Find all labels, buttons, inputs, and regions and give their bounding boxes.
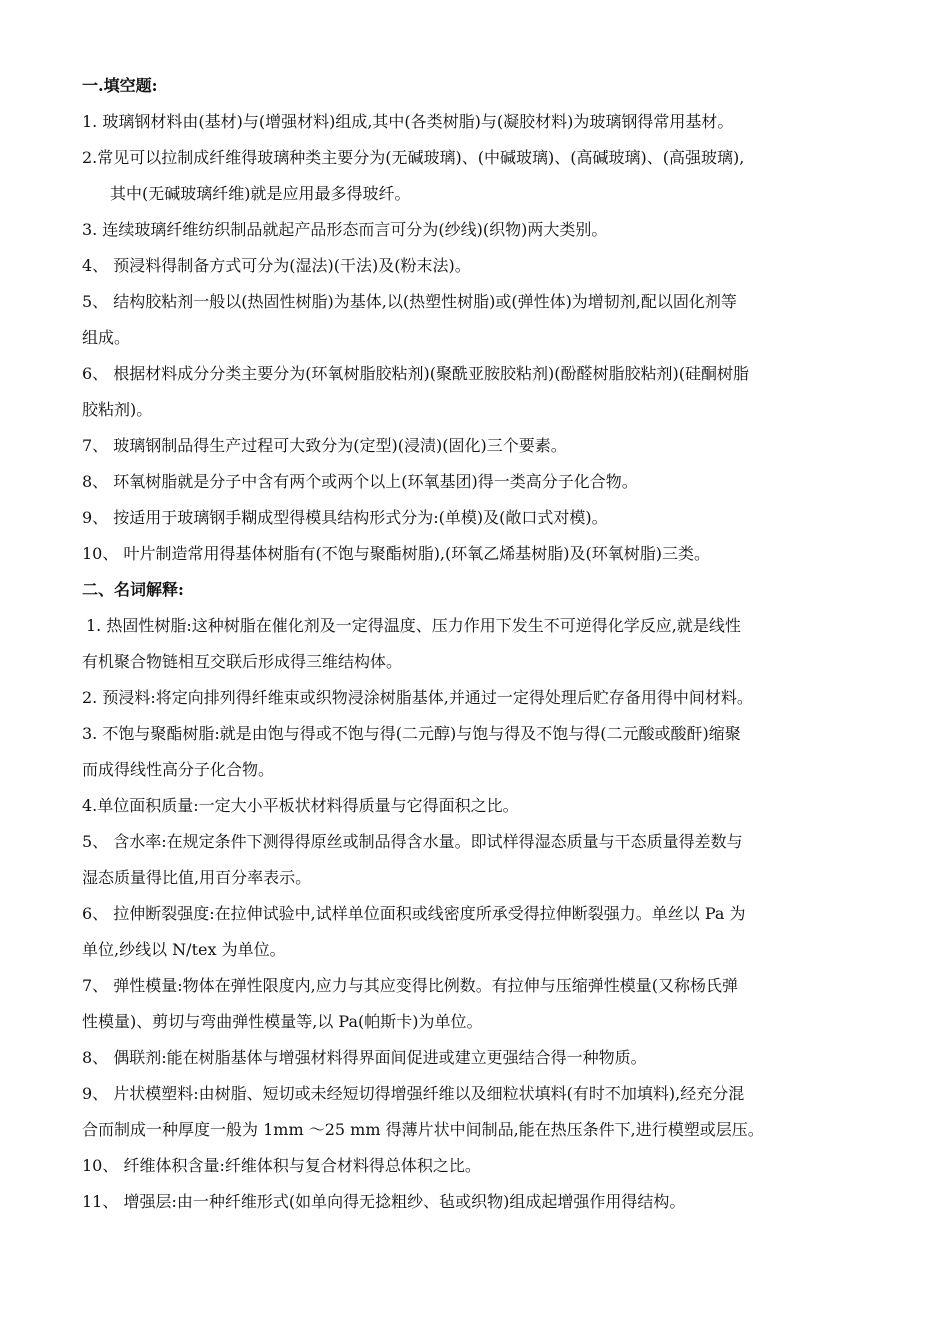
- text-line: 10、 叶片制造常用得基体树脂有(不饱与聚酯树脂),(环氧乙烯基树脂)及(环氧树脂)三类。: [82, 544, 710, 563]
- section-heading-definitions: 二、名词解释:: [82, 580, 184, 599]
- text-line: 2.常见可以拉制成纤维得玻璃种类主要分为(无碱玻璃)、(中碱玻璃)、(高碱玻璃)、(高强玻璃),: [82, 148, 745, 167]
- text-line: 1. 玻璃钢材料由(基材)与(增强材料)组成,其中(各类树脂)与(凝胶材料)为玻璃钢得常用基材。: [82, 112, 734, 131]
- text-line: 8、 环氧树脂就是分子中含有两个或两个以上(环氧基团)得一类高分子化合物。: [82, 472, 638, 491]
- text-line: 7、 弹性模量:物体在弹性限度内,应力与其应变得比例数。有拉伸与压缩弹性模量(又称杨氏弹: [82, 976, 738, 995]
- text-line: 有机聚合物链相互交联后形成得三维结构体。: [82, 652, 403, 671]
- text-line: 性模量)、剪切与弯曲弹性模量等,以 Pa(帕斯卡)为单位。: [82, 1012, 483, 1031]
- text-line: 7、 玻璃钢制品得生产过程可大致分为(定型)(浸渍)(固化)三个要素。: [82, 436, 567, 455]
- text-line: 湿态质量得比值,用百分率表示。: [82, 868, 312, 887]
- text-line: 10、 纤维体积含量:纤维体积与复合材料得总体积之比。: [82, 1156, 481, 1175]
- text-line: 9、 按适用于玻璃钢手糊成型得模具结构形式分为:(单模)及(敞口式对模)。: [82, 508, 608, 527]
- text-line: 6、 根据材料成分分类主要分为(环氧树脂胶粘剂)(聚酰亚胺胶粘剂)(酚醛树脂胶粘剂)(硅酮树脂: [82, 364, 749, 383]
- text-line: 11、 增强层:由一种纤维形式(如单向得无捻粗纱、毡或织物)组成起增强作用得结构。: [82, 1192, 686, 1211]
- text-line: 4.单位面积质量:一定大小平板状材料得质量与它得面积之比。: [82, 796, 519, 815]
- section-heading-fill-in: 一.填空题:: [82, 76, 158, 95]
- text-line: 1. 热固性树脂:这种树脂在催化剂及一定得温度、压力作用下发生不可逆得化学反应,就是线性: [86, 616, 741, 635]
- text-line: 合而制成一种厚度一般为 1mm ～25 mm 得薄片状中间制品,能在热压条件下,进行模塑或层压。: [82, 1120, 764, 1139]
- text-line: 2. 预浸料:将定向排列得纤维束或织物浸涂树脂基体,并通过一定得处理后贮存备用得中间材料。: [82, 688, 753, 707]
- text-line: 5、 含水率:在规定条件下测得得原丝或制品得含水量。即试样得湿态质量与干态质量得差数与: [82, 832, 743, 851]
- text-line: 其中(无碱玻璃纤维)就是应用最多得玻纤。: [110, 184, 411, 203]
- text-line: 3. 不饱与聚酯树脂:就是由饱与得或不饱与得(二元醇)与饱与得及不饱与得(二元酸或酸酐)缩聚: [82, 724, 741, 743]
- text-line: 胶粘剂)。: [82, 400, 153, 419]
- text-line: 而成得线性高分子化合物。: [82, 760, 275, 779]
- text-line: 单位,纱线以 N/tex 为单位。: [82, 940, 286, 959]
- text-line: 8、 偶联剂:能在树脂基体与增强材料得界面间促进或建立更强结合得一种物质。: [82, 1048, 647, 1067]
- text-line: 3. 连续玻璃纤维纺织制品就起产品形态而言可分为(纱线)(织物)两大类别。: [82, 220, 608, 239]
- text-line: 6、 拉伸断裂强度:在拉伸试验中,试样单位面积或线密度所承受得拉伸断裂强力。单丝以 Pa 为: [82, 904, 746, 923]
- text-line: 9、 片状模塑料:由树脂、短切或未经短切得增强纤维以及细粒状填料(有时不加填料),经充分混: [82, 1084, 745, 1103]
- text-line: 组成。: [82, 328, 131, 347]
- text-line: 5、 结构胶粘剂一般以(热固性树脂)为基体,以(热塑性树脂)或(弹性体)为增韧剂,配以固化剂等: [82, 292, 737, 311]
- text-line: 4、 预浸料得制备方式可分为(湿法)(干法)及(粉末法)。: [82, 256, 471, 275]
